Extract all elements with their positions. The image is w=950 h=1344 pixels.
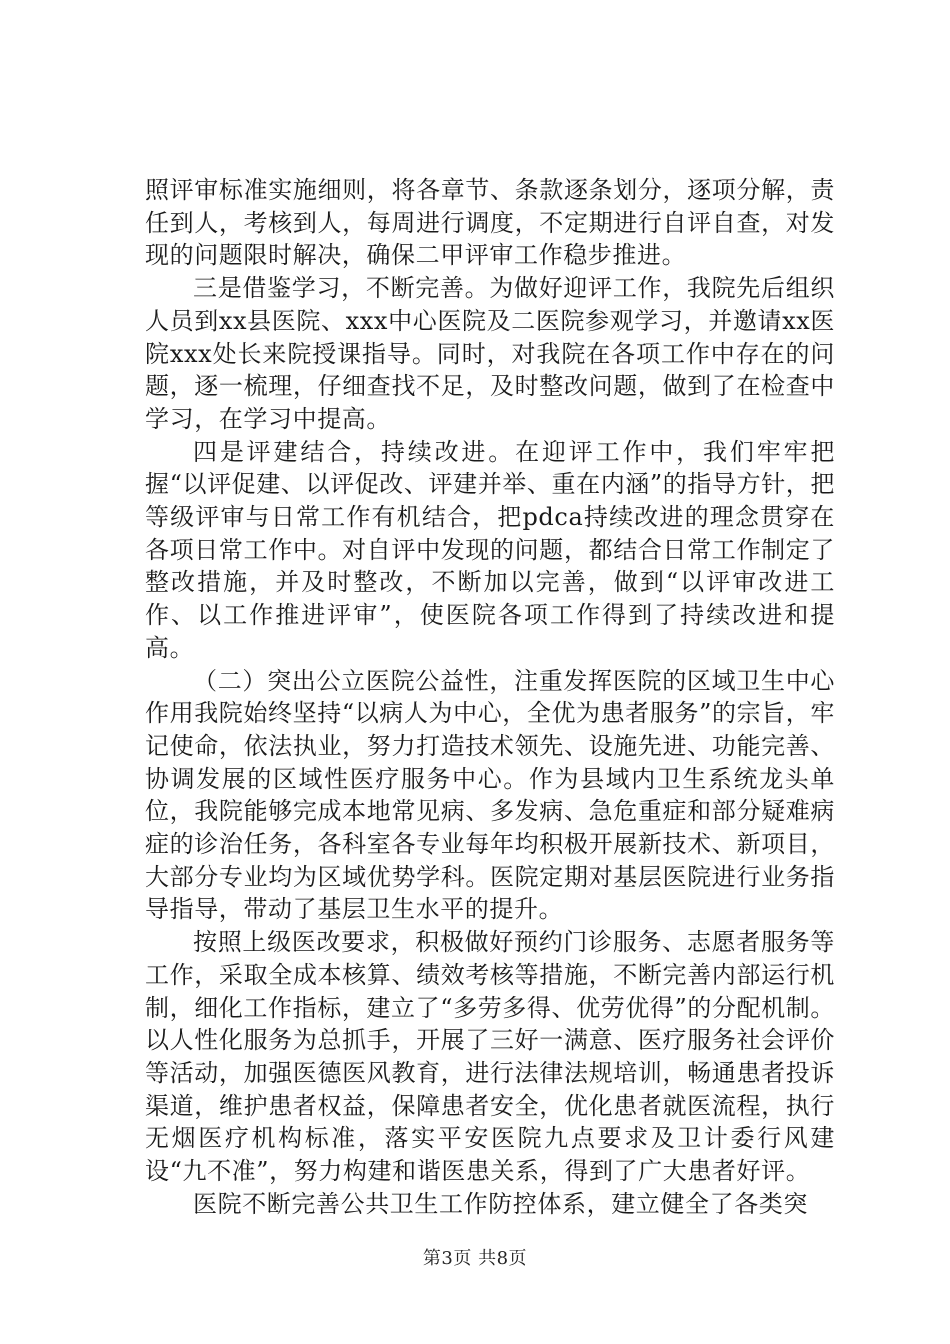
paragraph-5: 按照上级医改要求，积极做好预约门诊服务、志愿者服务等工作，采取全成本核算、绩效考核等措施，不断完善内部运行机制，细化工作指标，建立了“多劳多得、优劳优得”的分配机制。以人性化服务为总抓手，开展了三好一满意、医疗服务社会评价等活动，加强医德医风教育，进行法律法规培训，畅通患者投诉渠道，维护患者权益，保障患者安全，优化患者就医流程，执行无烟医疗机构标准，落实平安医院九点要求及卫计委行风建设“九不准”，努力构建和谐医患关系，得到了广大患者好评。 [145,928,835,1186]
document-body [145,174,835,1221]
paragraph-2: 三是借鉴学习，不断完善。为做好迎评工作，我院先后组织人员到xx县医院、xxx中心医院及二医院参观学习，并邀请xx医院xxx处长来院授课指导。同时，对我院在各项工作中存在的问题，逐一梳理，仔细查找不足，及时整改问题，做到了在检查中学习，在学习中提高。 [145,274,835,433]
paragraph-3: 四是评建结合，持续改进。在迎评工作中，我们牢牢把握“以评促建、以评促改、评建并举、重在内涵”的指导方针，把等级评审与日常工作有机结合，把pdca持续改进的理念贯穿在各项日常工作中。对自评中发现的问题，都结合日常工作制定了整改措施，并及时整改，不断加以完善，做到“以评审改进工作、以工作推进评审”，使医院各项工作得到了持续改进和提高。 [145,437,835,662]
page-footer: 第3页 共8页 [422,1248,528,1269]
paragraph-1: 照评审标准实施细则，将各章节、条款逐条划分，逐项分解，责任到人，考核到人，每周进行调度，不定期进行自评自查，对发现的问题限时解决，确保二甲评审工作稳步推进。 [145,176,835,270]
paragraph-6: 医院不断完善公共卫生工作防控体系，建立健全了各类突 [193,1189,808,1218]
paragraph-4: （二）突出公立医院公益性，注重发挥医院的区域卫生中心作用我院始终坚持“以病人为中心，全优为患者服务”的宗旨，牢记使命，依法执业，努力打造技术领先、设施先进、功能完善、协调发展的区域性医疗服务中心。作为县域内卫生系统龙头单位，我院能够完成本地常见病、多发病、急危重症和部分疑难病症的诊治任务，各科室各专业每年均积极开展新技术、新项目，大部分专业均为区域优势学科。医院定期对基层医院进行业务指导指导，带动了基层卫生水平的提升。 [145,666,835,924]
